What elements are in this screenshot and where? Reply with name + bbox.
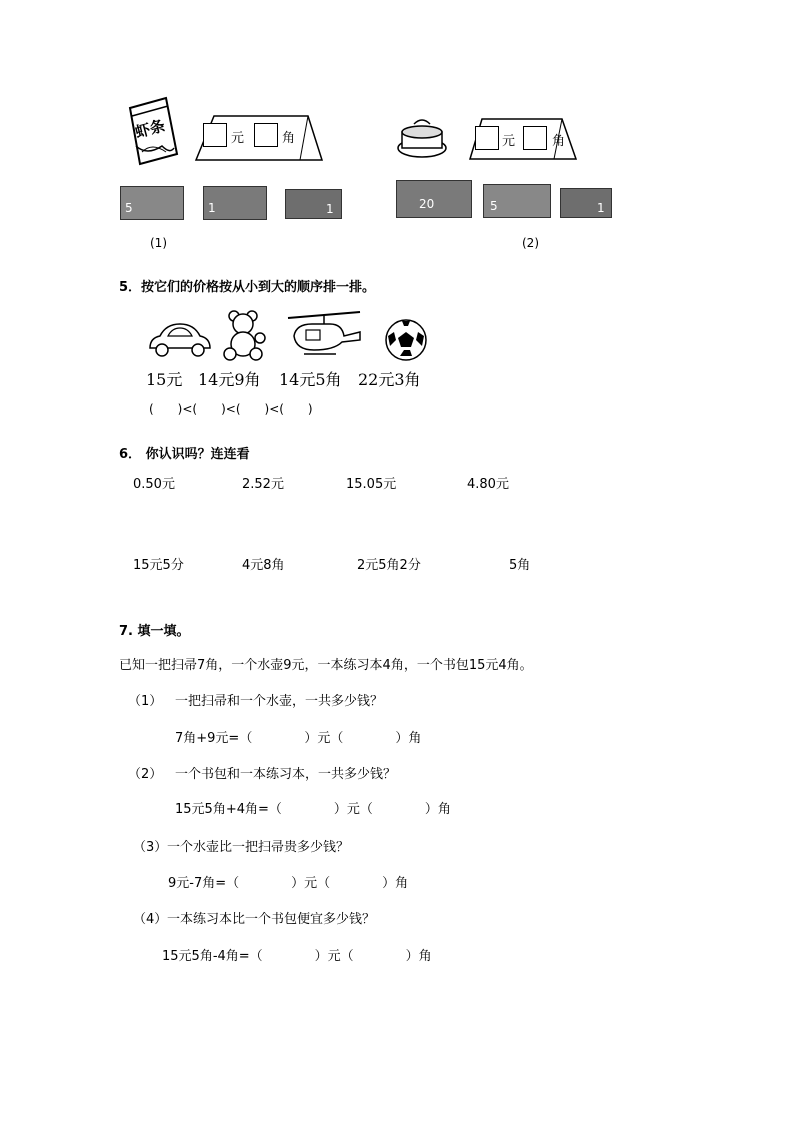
part-question: 一把扫帚和一个水壶，一共多少钱？ bbox=[175, 694, 384, 709]
bill-denomination: 1 bbox=[326, 202, 334, 216]
part-label: （1） bbox=[128, 694, 163, 709]
bill bbox=[483, 184, 551, 218]
soccer-ball-picture bbox=[384, 318, 428, 362]
bill bbox=[396, 180, 472, 218]
q6-title: 6． 你认识吗？连连看 bbox=[119, 447, 250, 462]
match-top-item[interactable]: 2.52元 bbox=[242, 477, 284, 492]
item-label: (1) bbox=[150, 236, 167, 250]
match-bottom-item[interactable]: 4元8角 bbox=[242, 558, 285, 573]
order-answer-row[interactable]: ( )<( )<( )<( ) bbox=[149, 402, 313, 416]
toy-car-picture bbox=[146, 320, 212, 360]
part-label: （4） bbox=[133, 912, 168, 927]
part-question: 一本练习本比一个书包便宜多少钱？ bbox=[167, 912, 376, 927]
price-helicopter: 14元5角 bbox=[279, 370, 342, 389]
part-equation[interactable]: 15元5角-4角=（ ）元（ ）角 bbox=[162, 949, 432, 964]
price-ball: 22元3角 bbox=[358, 370, 421, 389]
bill-denomination: 1 bbox=[597, 201, 605, 215]
match-top-item[interactable]: 4.80元 bbox=[467, 477, 509, 492]
jiao-answer-box[interactable] bbox=[523, 126, 547, 150]
jiao-label: 角 bbox=[552, 134, 566, 149]
part-label: （3） bbox=[133, 840, 168, 855]
item-label: (2) bbox=[522, 236, 539, 250]
bill bbox=[285, 189, 342, 219]
bill bbox=[120, 186, 184, 220]
part-equation[interactable]: 9元-7角=（ ）元（ ）角 bbox=[168, 876, 409, 891]
match-bottom-item[interactable]: 5角 bbox=[509, 558, 531, 573]
part-label: （2） bbox=[128, 767, 163, 782]
match-top-item[interactable]: 15.05元 bbox=[346, 477, 397, 492]
yuan-label: 元 bbox=[502, 134, 516, 149]
jiao-answer-box[interactable] bbox=[254, 123, 278, 147]
part-question: 一个书包和一本练习本，一共多少钱？ bbox=[175, 767, 397, 782]
bill bbox=[203, 186, 267, 220]
yuan-answer-box[interactable] bbox=[475, 126, 499, 150]
yuan-label: 元 bbox=[231, 131, 245, 146]
match-bottom-item[interactable]: 2元5角2分 bbox=[357, 558, 421, 573]
q7-title: 7. 填一填。 bbox=[119, 624, 190, 639]
yuan-answer-box[interactable] bbox=[203, 123, 227, 147]
price-bear: 14元9角 bbox=[198, 370, 261, 389]
bill-denomination: 5 bbox=[125, 201, 133, 215]
price-car: 15元 bbox=[146, 370, 183, 389]
q5-title: 5．按它们的价格按从小到大的顺序排一排。 bbox=[119, 280, 376, 295]
jiao-label: 角 bbox=[282, 131, 296, 146]
match-bottom-item[interactable]: 15元5分 bbox=[133, 558, 184, 573]
part-equation[interactable]: 7角+9元=（ ）元（ ）角 bbox=[175, 731, 422, 746]
package-text: 虾条 bbox=[133, 116, 167, 142]
cake-picture bbox=[396, 118, 451, 163]
bill-denomination: 20 bbox=[419, 197, 435, 211]
bill-denomination: 5 bbox=[490, 199, 498, 213]
q7-intro: 已知一把扫帚7角，一个水壶9元，一本练习本4角，一个书包15元4角。 bbox=[119, 658, 533, 673]
part-question: 一个水壶比一把扫帚贵多少钱？ bbox=[167, 840, 350, 855]
bill bbox=[560, 188, 612, 218]
match-top-item[interactable]: 0.50元 bbox=[133, 477, 175, 492]
part-equation[interactable]: 15元5角+4角=（ ）元（ ）角 bbox=[175, 802, 451, 817]
helicopter-picture bbox=[284, 310, 364, 356]
bill-denomination: 1 bbox=[208, 201, 216, 215]
teddy-bear-picture bbox=[222, 310, 266, 360]
